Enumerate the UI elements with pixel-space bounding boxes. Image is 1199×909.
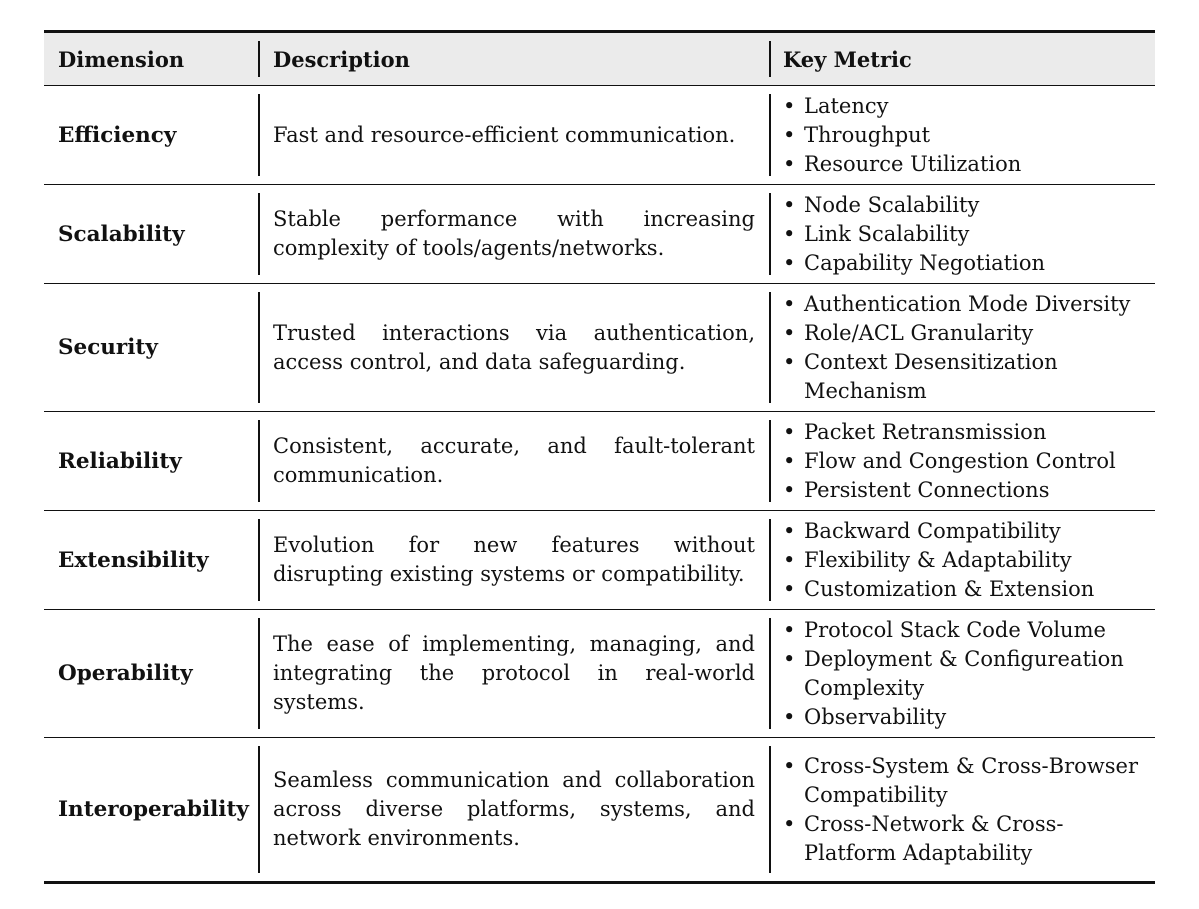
metric-item: • Cross-Network & Cross-Platform Adaptability [783,811,1064,865]
metric-item: • Throughput [783,122,931,147]
metric-item: • Role/ACL Granularity [783,320,1034,345]
table-row [44,610,1155,738]
metric-cell [769,185,1155,283]
table-row [44,185,1155,284]
table-row [44,86,1155,185]
header-dimension: Dimension [58,47,185,72]
metric-list [783,752,1151,868]
metric-cell [769,284,1155,411]
metric-item: • Link Scalability [783,221,970,246]
header-description: Description [273,47,410,72]
metric-list [783,290,1151,406]
header-row [44,33,1155,86]
description-text: Consistent, accurate, and fault-tolerant communication. [273,434,755,487]
column-divider [769,193,771,275]
description-cell [258,284,769,411]
column-divider [769,94,771,176]
description-text: The ease of implementing, managing, and integrating the protocol in real-world systems. [273,632,755,714]
table-row [44,738,1155,881]
column-divider [769,519,771,601]
description-text: Trusted interactions via authentication, access control, and data safeguarding. [273,320,755,374]
table-row [44,412,1155,511]
column-divider [769,746,771,873]
column-divider [258,193,260,275]
metric-item: • Persistent Connections [783,477,1050,502]
dimension-cell: Extensibility [58,547,209,573]
metric-item: • Backward Compatibility [783,518,1061,543]
dimension-cell: Interoperability [58,797,249,822]
description-text: Fast and resource-efficient communication. [273,122,736,147]
header-key-metric: Key Metric [783,47,912,72]
description-cell [258,86,769,184]
dimension-cell: Scalability [58,221,185,247]
metric-list [783,616,1151,732]
description-cell [258,185,769,283]
column-divider [769,618,771,729]
metric-list [783,517,1094,604]
metric-cell [769,511,1155,609]
column-divider [258,292,260,403]
metric-item: • Latency [783,93,889,118]
metric-list [783,418,1116,505]
column-divider [258,420,260,502]
metric-item: • Cross-System & Cross-Browser Compatibility [783,753,1138,807]
description-cell [258,738,769,881]
metric-item: • Capability Negotiation [783,250,1046,275]
dimension-cell: Efficiency [58,122,177,148]
column-divider [258,618,260,729]
description-text: Seamless communication and collaboration across diverse platforms, systems, and network environments. [273,768,755,850]
description-text: Stable performance with increasing complexity of tools/agents/networks. [273,207,755,260]
metric-item: • Flow and Congestion Control [783,448,1116,473]
metric-item: • Node Scalability [783,192,980,217]
metric-item: • Protocol Stack Code Volume [783,617,1106,642]
description-cell [258,511,769,609]
table-row [44,284,1155,412]
metric-item: • Observability [783,704,947,729]
metric-item: • Customization & Extension [783,576,1095,601]
metric-list [783,92,1021,179]
metric-item: • Resource Utilization [783,151,1022,176]
metric-cell [769,412,1155,510]
column-divider [258,519,260,601]
column-divider [258,41,260,77]
column-divider [258,94,260,176]
metric-cell [769,86,1155,184]
metric-cell [769,610,1155,737]
metric-item: • Context Desensitization Mechanism [783,349,1058,403]
dimension-cell: Operability [58,661,193,686]
description-cell [258,412,769,510]
metric-item: • Packet Retransmission [783,419,1047,444]
metric-item: • Deployment & Configureation Complexity [783,646,1124,700]
column-divider [258,746,260,873]
metric-cell [769,738,1155,881]
description-cell [258,610,769,737]
column-divider [769,41,771,77]
column-divider [769,292,771,403]
dimension-cell: Reliability [58,448,182,474]
comparison-table [44,30,1155,884]
column-divider [769,420,771,502]
metric-item: • Authentication Mode Diversity [783,291,1131,316]
metric-list [783,191,1045,278]
metric-item: • Flexibility & Adaptability [783,547,1072,572]
bottom-rule [44,881,1155,884]
dimension-cell: Security [58,335,158,360]
table-row [44,511,1155,610]
description-text: Evolution for new features without disrupting existing systems or compatibility. [273,533,755,586]
